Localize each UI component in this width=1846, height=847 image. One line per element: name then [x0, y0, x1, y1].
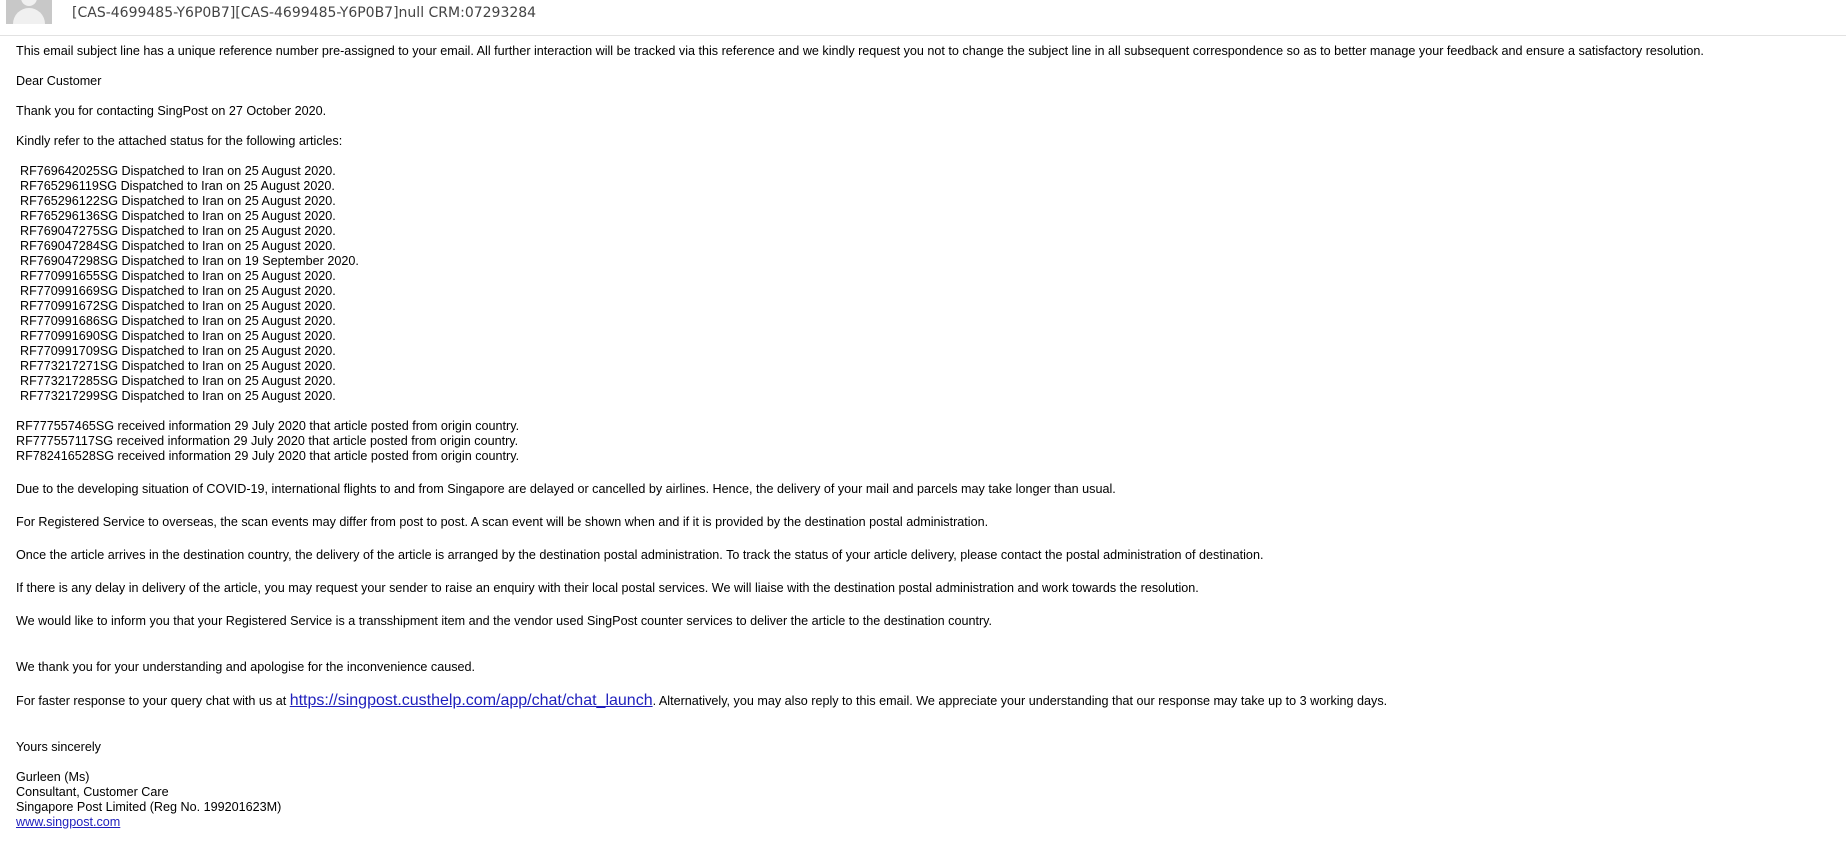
dispatched-article: RF770991709SG Dispatched to Iran on 25 August 2020. [20, 344, 336, 358]
signature-title: Consultant, Customer Care [16, 785, 169, 799]
signature-block [16, 770, 1846, 830]
dispatched-article: RF773217299SG Dispatched to Iran on 25 August 2020. [20, 389, 336, 403]
transshipment-paragraph: We would like to inform you that your Registered Service is a transshipment item and the vendor used SingPost counter services to deliver the article to the destination country. [16, 614, 993, 628]
chat-suffix: . Alternatively, you may also reply to this email. We appreciate your understanding that our response may take up to 3 working days. [652, 694, 1388, 708]
email-body [16, 44, 1846, 830]
dispatched-article: RF765296119SG Dispatched to Iran on 25 August 2020. [20, 179, 335, 193]
chat-link[interactable]: https://singpost.custhelp.com/app/chat/chat_launch [289, 692, 653, 709]
chat-paragraph [16, 693, 1846, 709]
dispatched-article: RF769642025SG Dispatched to Iran on 25 August 2020. [20, 164, 336, 178]
email-header [0, 0, 1846, 36]
dispatched-article: RF770991690SG Dispatched to Iran on 25 August 2020. [20, 329, 336, 343]
dispatched-article: RF769047298SG Dispatched to Iran on 19 September 2020. [20, 254, 359, 268]
thanks-paragraph: Thank you for contacting SingPost on 27 October 2020. [16, 104, 327, 118]
registered-service-paragraph: For Registered Service to overseas, the scan events may differ from post to post. A scan event will be shown when and if it is provided by the destination postal administration. [16, 515, 989, 529]
signature-company: Singapore Post Limited (Reg No. 199201623M) [16, 800, 282, 814]
avatar-head-shape [21, 0, 37, 6]
covid-paragraph: Due to the developing situation of COVID-19, international flights to and from Singapore are delayed or cancelled by airlines. Hence, the delivery of your mail and parcels may take longer than usual. [16, 482, 1116, 496]
email-subject: [CAS-4699485-Y6P0B7][CAS-4699485-Y6P0B7]null CRM:07293284 [72, 5, 537, 21]
delay-paragraph: If there is any delay in delivery of the article, you may request your sender to raise an enquiry with their local postal services. We will liaise with the destination postal administration and work towards the resolution. [16, 581, 1199, 595]
dispatched-article: RF770991686SG Dispatched to Iran on 25 August 2020. [20, 314, 336, 328]
avatar-shoulders-shape [13, 8, 45, 24]
closing: Yours sincerely [16, 740, 101, 754]
apology-paragraph: We thank you for your understanding and apologise for the inconvenience caused. [16, 660, 476, 674]
arrival-paragraph: Once the article arrives in the destination country, the delivery of the article is arranged by the destination postal administration. To track the status of your article delivery, please contact the postal administration of destination. [16, 548, 1264, 562]
dispatched-article: RF773217285SG Dispatched to Iran on 25 August 2020. [20, 374, 336, 388]
chat-prefix: For faster response to your query chat with us at [16, 694, 290, 708]
signature-website-link[interactable]: www.singpost.com [16, 815, 121, 829]
dispatched-article: RF765296136SG Dispatched to Iran on 25 August 2020. [20, 209, 336, 223]
received-article: RF777557117SG received information 29 July 2020 that article posted from origin country. [16, 434, 519, 448]
intro-paragraph: This email subject line has a unique reference number pre-assigned to your email. All further interaction will be tracked via this reference and we kindly request you not to change the subject line in all subsequent correspondence so as to better manage your feedback and ensure a satisfactory resolution. [16, 44, 1704, 58]
dispatched-article: RF769047275SG Dispatched to Iran on 25 August 2020. [20, 224, 336, 238]
sender-avatar [6, 0, 52, 24]
dispatched-article: RF769047284SG Dispatched to Iran on 25 August 2020. [20, 239, 336, 253]
dispatched-article: RF770991672SG Dispatched to Iran on 25 August 2020. [20, 299, 336, 313]
greeting: Dear Customer [16, 74, 102, 88]
dispatched-article: RF765296122SG Dispatched to Iran on 25 August 2020. [20, 194, 336, 208]
signature-name: Gurleen (Ms) [16, 770, 90, 784]
dispatched-article: RF770991669SG Dispatched to Iran on 25 August 2020. [20, 284, 336, 298]
dispatched-article: RF773217271SG Dispatched to Iran on 25 August 2020. [20, 359, 336, 373]
received-article-list [16, 419, 1846, 464]
received-article: RF782416528SG received information 29 July 2020 that article posted from origin country. [16, 449, 520, 463]
refer-paragraph: Kindly refer to the attached status for the following articles: [16, 134, 343, 148]
received-article: RF777557465SG received information 29 July 2020 that article posted from origin country. [16, 419, 520, 433]
dispatched-article-list [16, 164, 1846, 404]
dispatched-article: RF770991655SG Dispatched to Iran on 25 August 2020. [20, 269, 336, 283]
